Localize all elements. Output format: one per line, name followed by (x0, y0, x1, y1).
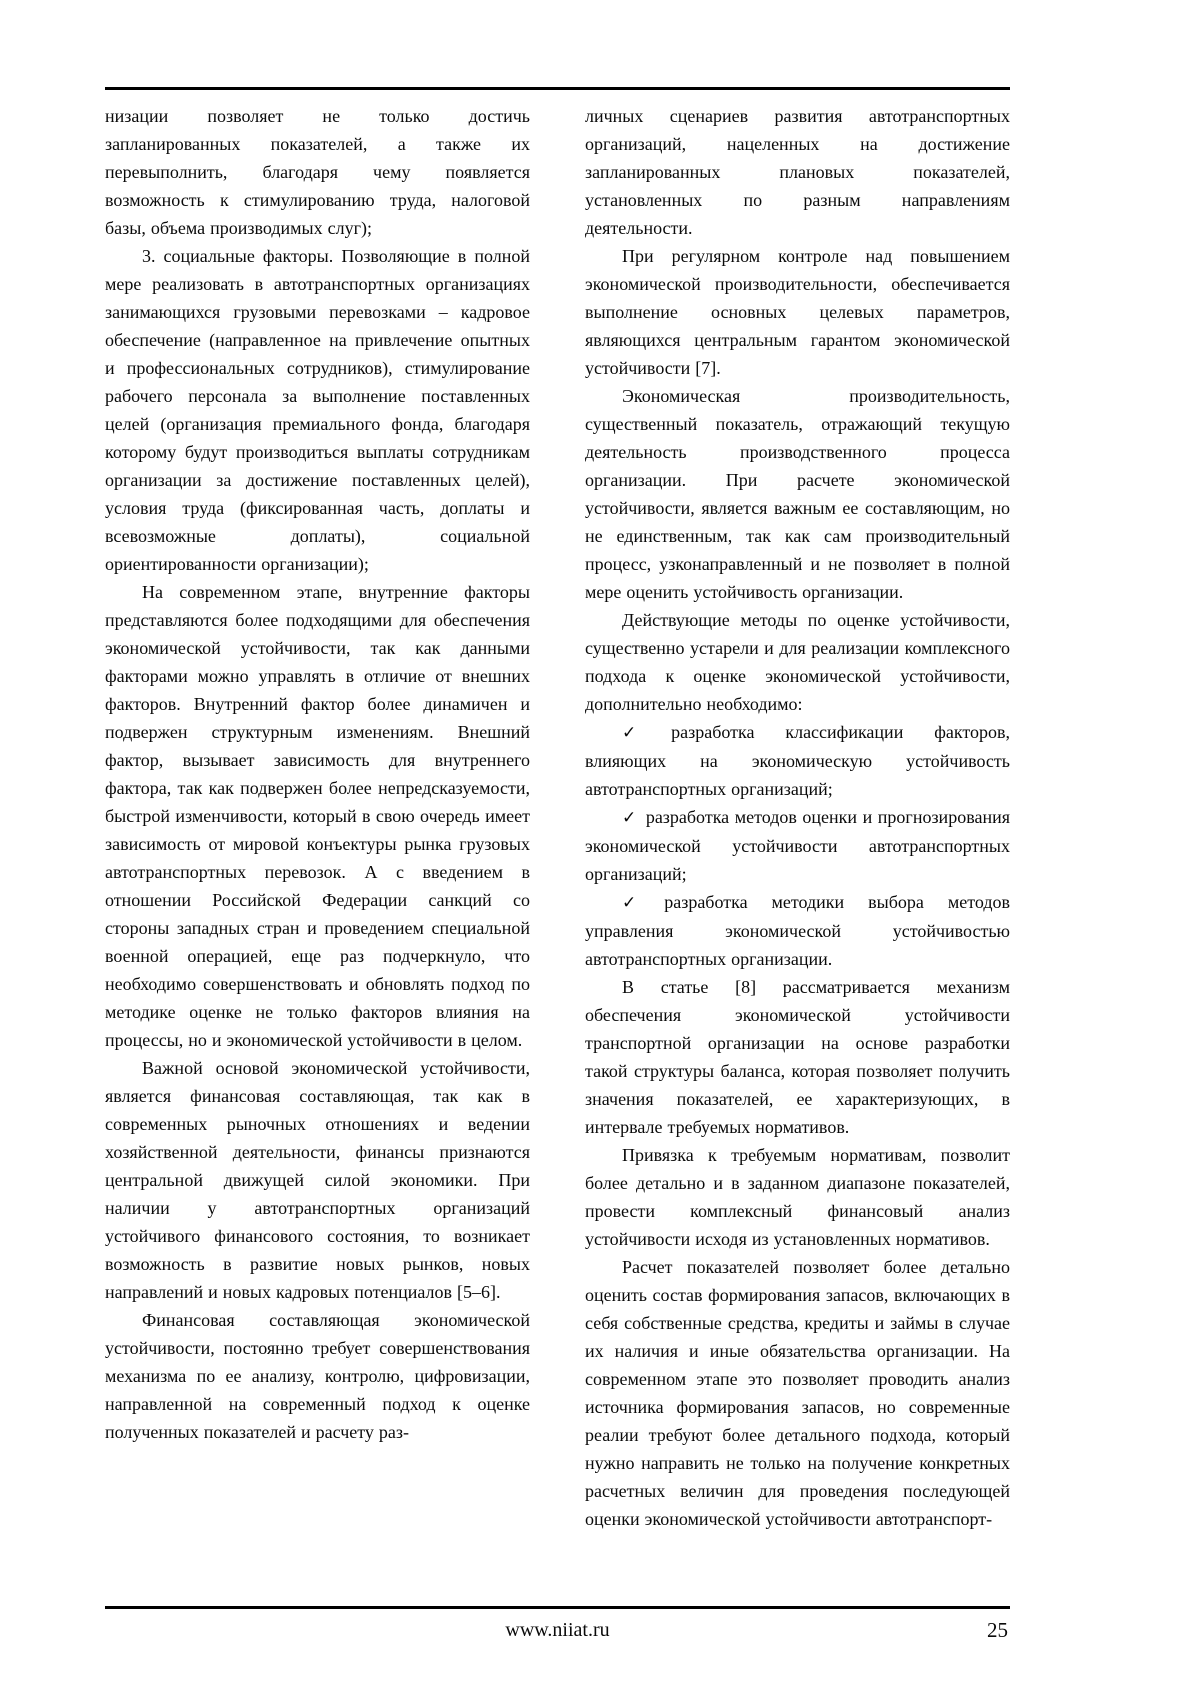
list-item (585, 718, 1010, 803)
page-number: 25 (987, 1618, 1008, 1642)
paragraph: низации позволяет не только достичь запланированных показателей, а также их перевыполнить, благодаря чему появляется возможность к стимулированию труда, налоговой базы, объема производимых слуг); (105, 106, 530, 238)
paragraph: При регулярном контроле над повышением экономической производительности, обеспечивается выполнение основных целевых параметров, являющихся центральным гарантом экономической устойчивости [7]. (585, 246, 1010, 378)
paragraph: 3. социальные факторы. Позволяющие в полной мере реализовать в автотранспортных организациях занимающихся грузовыми перевозками – кадровое обеспечение (направленное на привлечение опытных и профессиональных сотрудников), стимулирование рабочего персонала за выполнение поставленных целей (организация премиального фонда, благодаря которому будут производиться выплаты сотрудникам организации за достижение поставленных целей), условия труда (фиксированная часть, доплаты и всевозможные доплаты), социальной ориентированности организации); (105, 246, 530, 574)
paragraph: Привязка к требуемым нормативам, позволит более детально и в заданном диапазоне показателей, провести комплексный финансовый анализ устойчивости исходя из установленных нормативов. (585, 1145, 1010, 1249)
paragraph: В статье [8] рассматривается механизм обеспечения экономической устойчивости транспортной организации на основе разработки такой структуры баланса, которая позволяет получить значения показателей, ее характеризующих, в интервале требуемых нормативов. (585, 977, 1010, 1137)
paragraph: На современном этапе, внутренние факторы представляются более подходящими для обеспечения экономической устойчивости, так как данными факторами можно управлять в отличие от внешних факторов. Внутренний фактор более динамичен и подвержен структурным изменениям. Внешний фактор, вызывает зависимость для внутреннего фактора, так как подвержен более непредсказуемости, быстрой изменчивости, который в свою очередь имеет зависимость от мировой конъектуры рынка грузовых автотранспортных перевозок. А с введением в отношении Российской Федерации санкций со стороны западных стран и проведением специальной военной операцией, еще раз подчеркнуло, что необходимо совершенствовать и обновлять подход по методике оценке не только факторов влияния на процессы, но и экономической устойчивости в целом. (105, 582, 530, 1050)
list-item (585, 803, 1010, 888)
list-item-text: разработка классификации факторов, влияющих на экономическую устойчивость автотранспортных организаций; (585, 722, 1010, 799)
left-column (105, 102, 530, 1533)
top-rule (105, 87, 1010, 90)
page-footer (105, 1614, 1010, 1648)
paragraph: Расчет показателей позволяет более детально оценить состав формирования запасов, включающих в себя собственные средства, кредиты и займы в случае их наличия и иные обязательства организации. На современном этапе это позволяет проводить анализ источника формирования запасов, но современные реалии требуют более детального подхода, который нужно направить не только на получение конкретных расчетных величин для проведения последующей оценки экономической устойчивости автотранспорт- (585, 1257, 1010, 1529)
checkmark-icon: ✓ (622, 893, 656, 913)
paragraph: Действующие методы по оценке устойчивости, существенно устарели и для реализации комплексного подхода к оценке экономической устойчивости, дополнительно необходимо: (585, 610, 1010, 714)
bottom-rule (105, 1606, 1010, 1609)
paragraph: Важной основой экономической устойчивости, является финансовая составляющая, так как в современных рыночных отношениях и ведении хозяйственной деятельности, финансы признаются центральной движущей силой экономики. При наличии у автотранспортных организаций устойчивого финансового состояния, то возникает возможность в развитие новых рынков, новых направлений и новых кадровых потенциалов [5–6]. (105, 1058, 530, 1302)
checkmark-icon: ✓ (622, 808, 637, 828)
paragraph: Экономическая производительность, существенный показатель, отражающий текущую деятельность производственного процесса организации. При расчете экономической устойчивости, является важным ее составляющим, но не единственным, так как сам производительный процесс, узконаправленный и не позволяет в полной мере оценить устойчивость организации. (585, 386, 1010, 602)
paragraph: личных сценариев развития автотранспортных организаций, нацеленных на достижение запланированных плановых показателей, установленных по разным направлениям деятельности. (585, 106, 1010, 238)
right-column (585, 102, 1010, 1533)
list-item-text: разработка методики выбора методов управления экономической устойчивостью автотранспортных организации. (585, 892, 1010, 969)
list-item (585, 888, 1010, 973)
paragraph: Финансовая составляющая экономической устойчивости, постоянно требует совершенствования механизма по ее анализу, контролю, цифровизации, направленной на современный подход к оценке полученных показателей и расчету раз- (105, 1310, 530, 1442)
page-content (105, 102, 1010, 1533)
checkmark-icon: ✓ (622, 723, 663, 743)
journal-url: www.niiat.ru (505, 1619, 610, 1641)
list-item-text: разработка методов оценки и прогнозирования экономической устойчивости автотранспортных организаций; (585, 807, 1010, 884)
